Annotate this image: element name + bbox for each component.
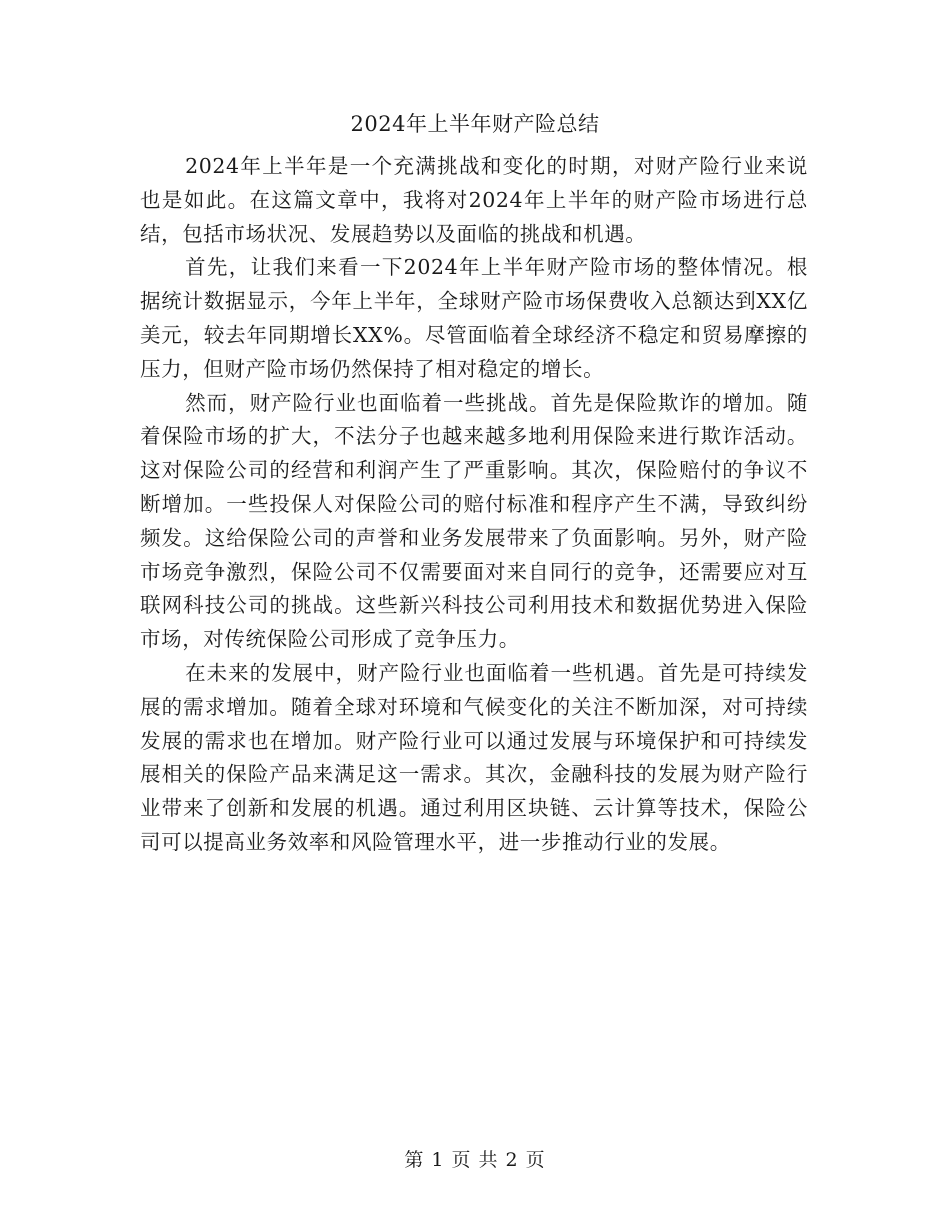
paragraph-market-overview: 首先，让我们来看一下2024年上半年财产险市场的整体情况。根据统计数据显示，今年上半年，全球财产险市场保费收入总额达到XX亿美元，较去年同期增长XX%。尽管面临着全球经济不稳定和贸易摩擦的压力，但财产险市场仍然保持了相对稳定的增长。 bbox=[140, 255, 808, 381]
page-number-footer: 第 1 页 共 2 页 bbox=[404, 1149, 546, 1171]
document-body bbox=[140, 150, 808, 860]
paragraph-challenges: 然而，财产险行业也面临着一些挑战。首先是保险欺诈的增加。随着保险市场的扩大，不法分子也越来越多地利用保险来进行欺诈活动。这对保险公司的经营和利润产生了严重影响。其次，保险赔付的争议不断增加。一些投保人对保险公司的赔付标准和程序产生不满，导致纠纷频发。这给保险公司的声誉和业务发展带来了负面影响。另外，财产险市场竞争激烈，保险公司不仅需要面对来自同行的竞争，还需要应对互联网科技公司的挑战。这些新兴科技公司利用技术和数据优势进入保险市场，对传统保险公司形成了竞争压力。 bbox=[140, 390, 808, 652]
paragraph-intro: 2024年上半年是一个充满挑战和变化的时期，对财产险行业来说也是如此。在这篇文章中，我将对2024年上半年的财产险市场进行总结，包括市场状况、发展趋势以及面临的挑战和机遇。 bbox=[140, 154, 808, 246]
paragraph-opportunities: 在未来的发展中，财产险行业也面临着一些机遇。首先是可持续发展的需求增加。随着全球对环境和气候变化的关注不断加深，对可持续发展的需求也在增加。财产险行业可以通过发展与环境保护和可持续发展相关的保险产品来满足这一需求。其次，金融科技的发展为财产险行业带来了创新和发展的机遇。通过利用区块链、云计算等技术，保险公司可以提高业务效率和风险管理水平，进一步推动行业的发展。 bbox=[140, 660, 808, 854]
document-title: 2024年上半年财产险总结 bbox=[350, 112, 600, 136]
